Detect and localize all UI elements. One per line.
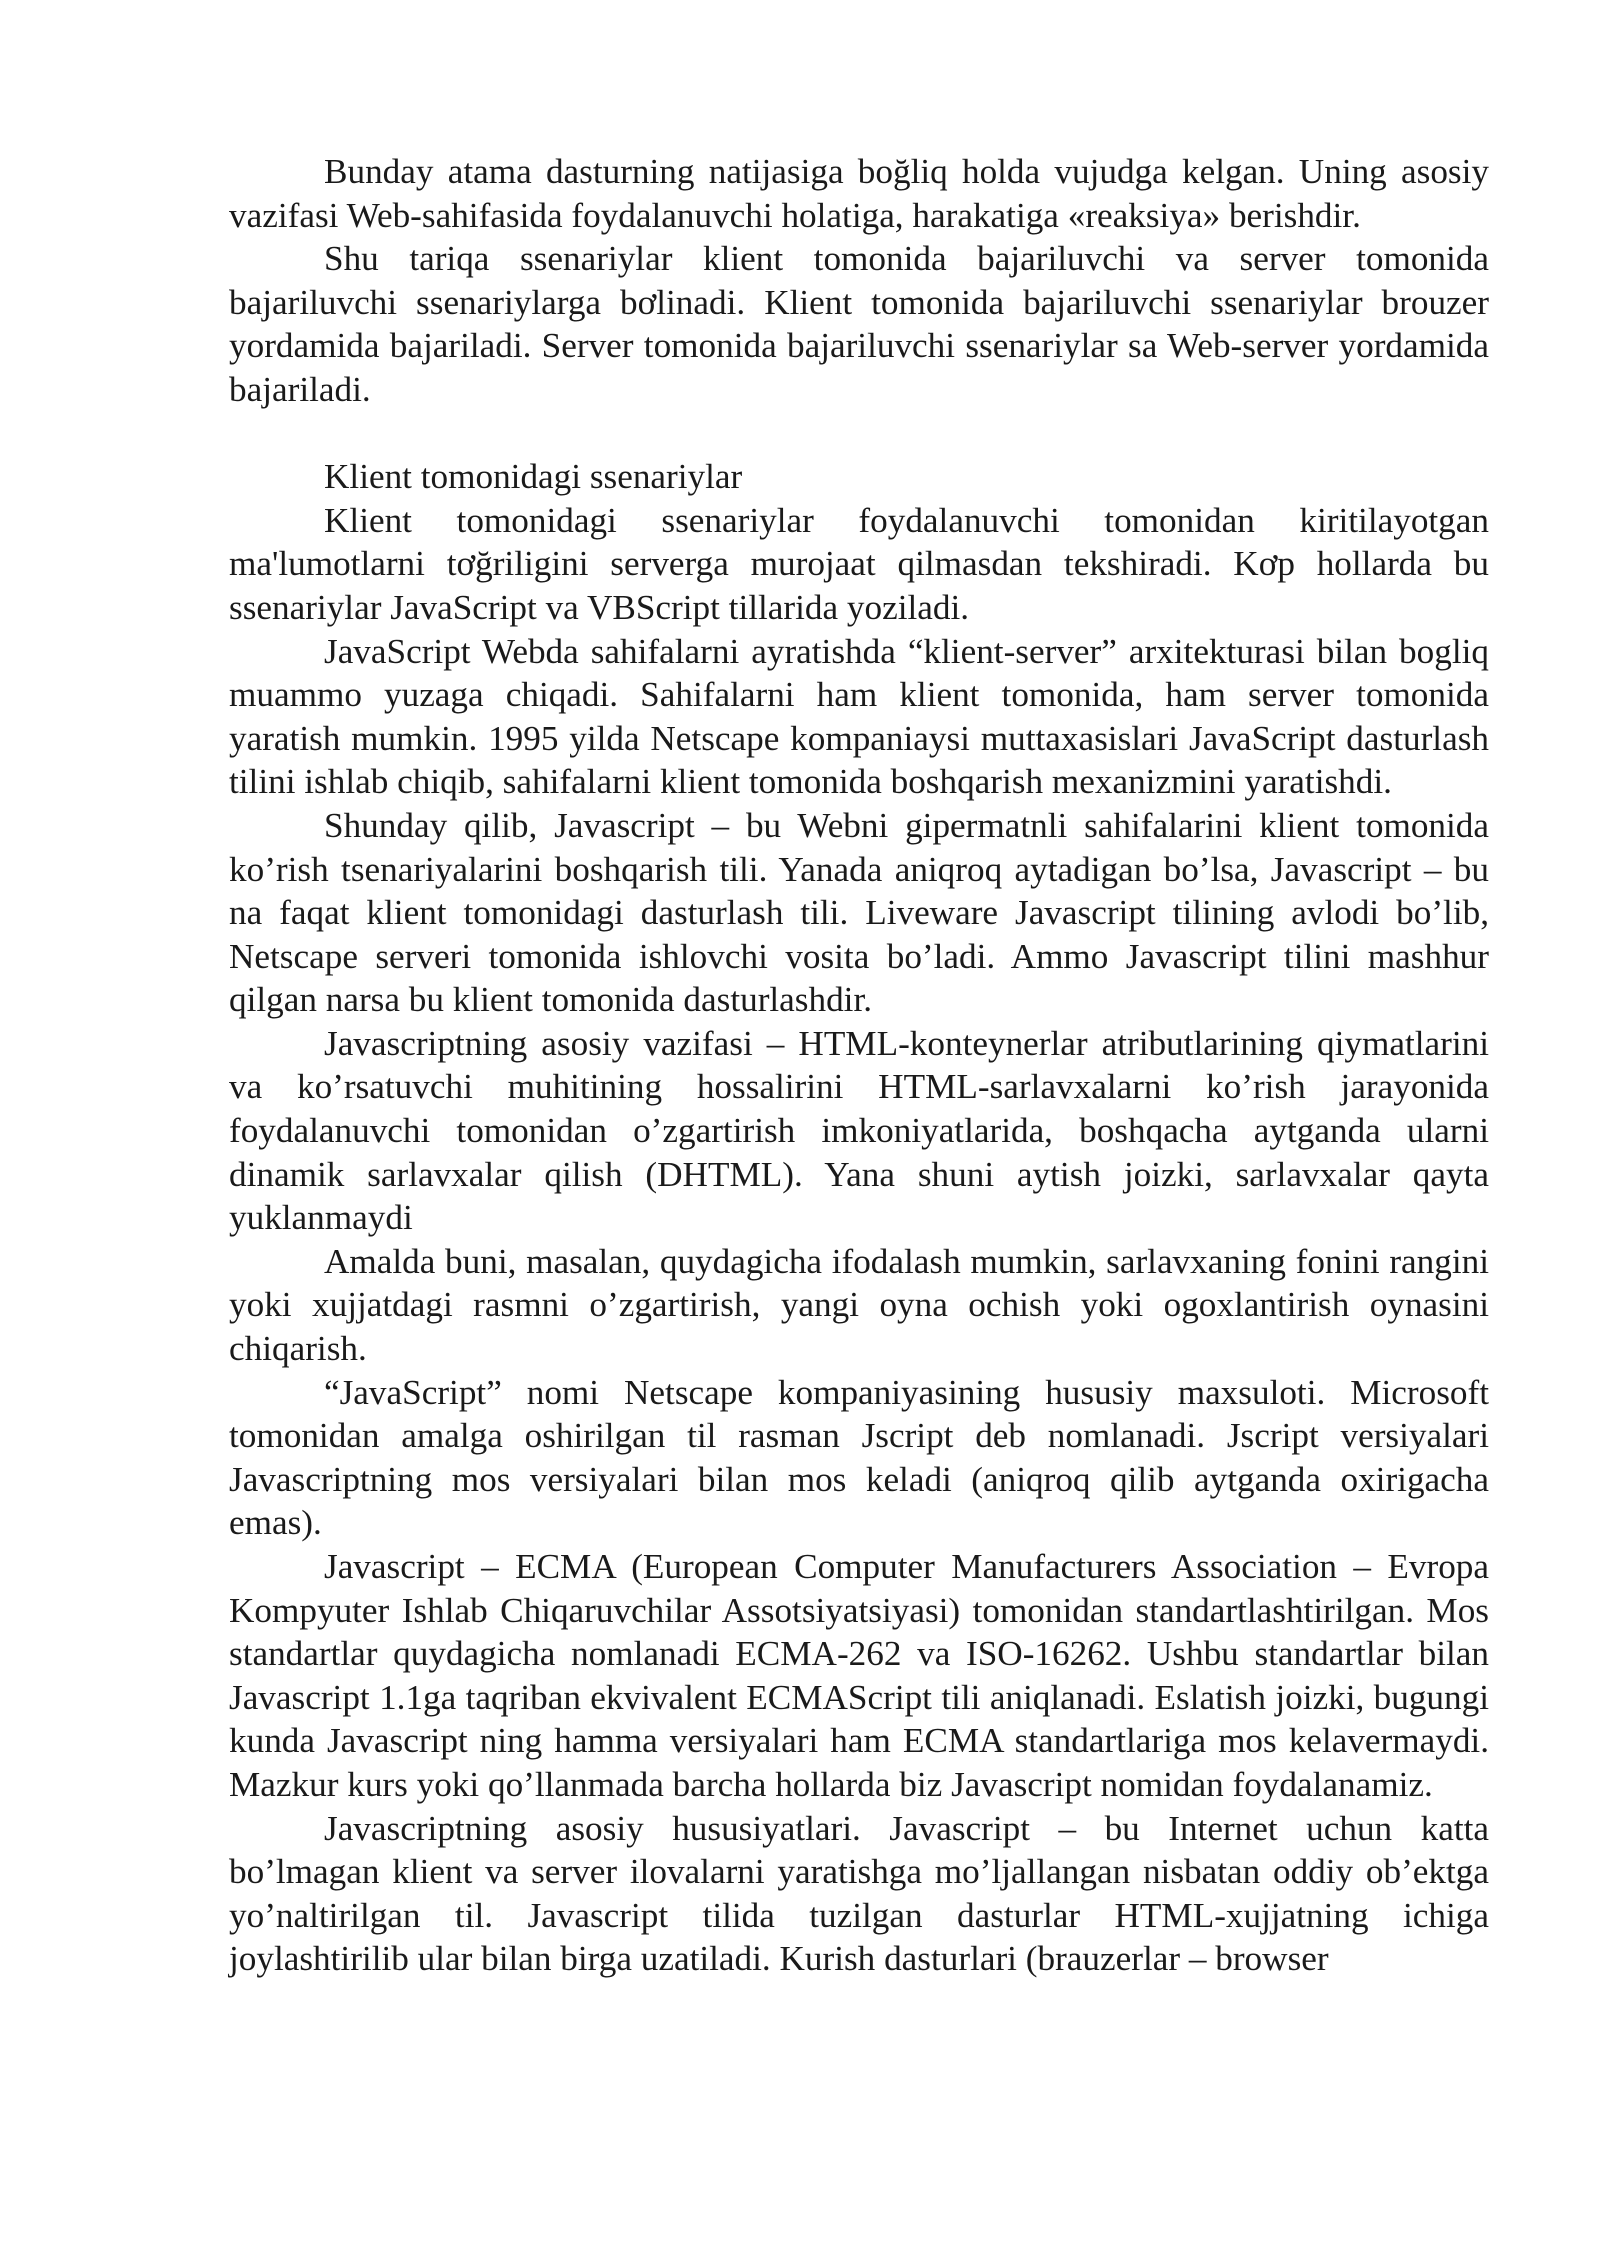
paragraph-scenario-types: Shu tariqa ssenariylar klient tomonida bajariluvchi va server tomonida bajariluvchi ssenariylarga bơlinadi. Klient tomonida bajariluvchi ssenariylar brouzer yordamida bajariladi. Server tomonida bajariluvchi ssenariylar sa Web-server yordamida bajariladi. (229, 239, 1489, 409)
paragraph-practice-examples: Amalda buni, masalan, quydagicha ifodalash mumkin, sarlavxaning fonini rangini yoki xujjatdagi rasmni o’zgartirish, yangi oyna ochish yoki ogoxlantirish oynasini chiqarish. (229, 1241, 1489, 1369)
paragraph-javascript-purpose: Javascriptning asosiy vazifasi – HTML-konteynerlar atributlarining qiymatlarini va ko’rsatuvchi muhitining hossalirini HTML-sarlavxalarni ko’rish jarayonida foydalanuvchi tomonidan o’zgartirish imkoniyatlarida, boshqacha aytganda ularni dinamik sarlavxalar qilish (DHTML). Yana shuni aytish joizki, sarlavxalar qayta yuklanmaydi (229, 1023, 1489, 1238)
paragraph-javascript-web: JavaScript Webda sahifalarni ayratishda “klient-server” arxitekturasi bilan bogliq muammo yuzaga chiqadi. Sahifalarni ham klient tomonida, ham server tomonida yaratish mumkin. 1995 yilda Netscape kompaniaysi muttaxasislari JavaScript dasturlash tilini ishlab chiqib, sahifalarni klient tomonida boshqarish mexanizmini yaratishdi. (229, 631, 1489, 802)
paragraph-javascript-definition: Shunday qilib, Javascript – bu Webni gipermatnli sahifalarini klient tomonida ko’rish tsenariyalarini boshqarish tili. Yanada aniqroq aytadigan bo’lsa, Javascript – bu na faqat klient tomonidagi dasturlash tili. Liveware Javascript tilining avlodi bo’lib, Netscape serveri tomonida ishlovchi vosita bo’ladi. Ammo Javascript tilini mashhur qilgan narsa bu klient tomonida dasturlashdir. (229, 805, 1489, 1020)
paragraph-client-scenarios: Klient tomonidagi ssenariylar foydalanuvchi tomonidan kiritilayotgan ma'lumotlarni tơğriligini serverga murojaat qilmasdan tekshiradi. Kơp hollarda bu ssenariylar JavaScript va VBScript tillarida yoziladi. (229, 500, 1489, 627)
paragraph-javascript-features: Javascriptning asosiy hususiyatlari. Javascript – bu Internet uchun katta bo’lmagan klient va server ilovalarni yaratishga mo’ljallangan nisbatan oddiy ob’ektga yo’naltirilgan til. Javascript tilida tuzilgan dasturlar HTML-xujjatning ichiga joylashtirilib ular bilan birga uzatiladi. Kurish dasturlari (brauzerlar – browser (229, 1808, 1489, 1979)
document-page (229, 150, 1489, 1981)
paragraph-gap (229, 412, 1489, 456)
paragraph-intro: Bunday atama dasturning natijasiga boğliq holda vujudga kelgan. Uning asosiy vazifasi Web-sahifasida foydalanuvchi holatiga, harakatiga «reaksiya» berishdir. (229, 152, 1489, 235)
paragraph-ecma-standard: Javascript – ECMA (European Computer Manufacturers Association – Evropa Kompyuter Ishlab Chiqaruvchilar Assotsiyatsiyasi) tomonidan standartlashtirilgan. Mos standartlar quydagicha nomlanadi ECMA-262 va ISO-16262. Ushbu standartlar bilan Javascript 1.1ga taqriban ekvivalent ECMAScript tili aniqlanadi. Eslatish joizki, bugungi kunda Javascript ning hamma versiyalari ham ECMA standartlariga mos kelavermaydi. Mazkur kurs yoki qo’llanmada barcha hollarda biz Javascript nomidan foydalanamiz. (229, 1547, 1489, 1804)
paragraph-javascript-name: “JavaScript” nomi Netscape kompaniyasining hususiy maxsuloti. Microsoft tomonidan amalga oshirilgan til rasman Jscript deb nomlanadi. Jscript versiyalari Javascriptning mos versiyalari bilan mos keladi (aniqroq qilib aytganda oxirigacha emas). (229, 1372, 1489, 1543)
section-heading: Klient tomonidagi ssenariylar (324, 457, 743, 497)
